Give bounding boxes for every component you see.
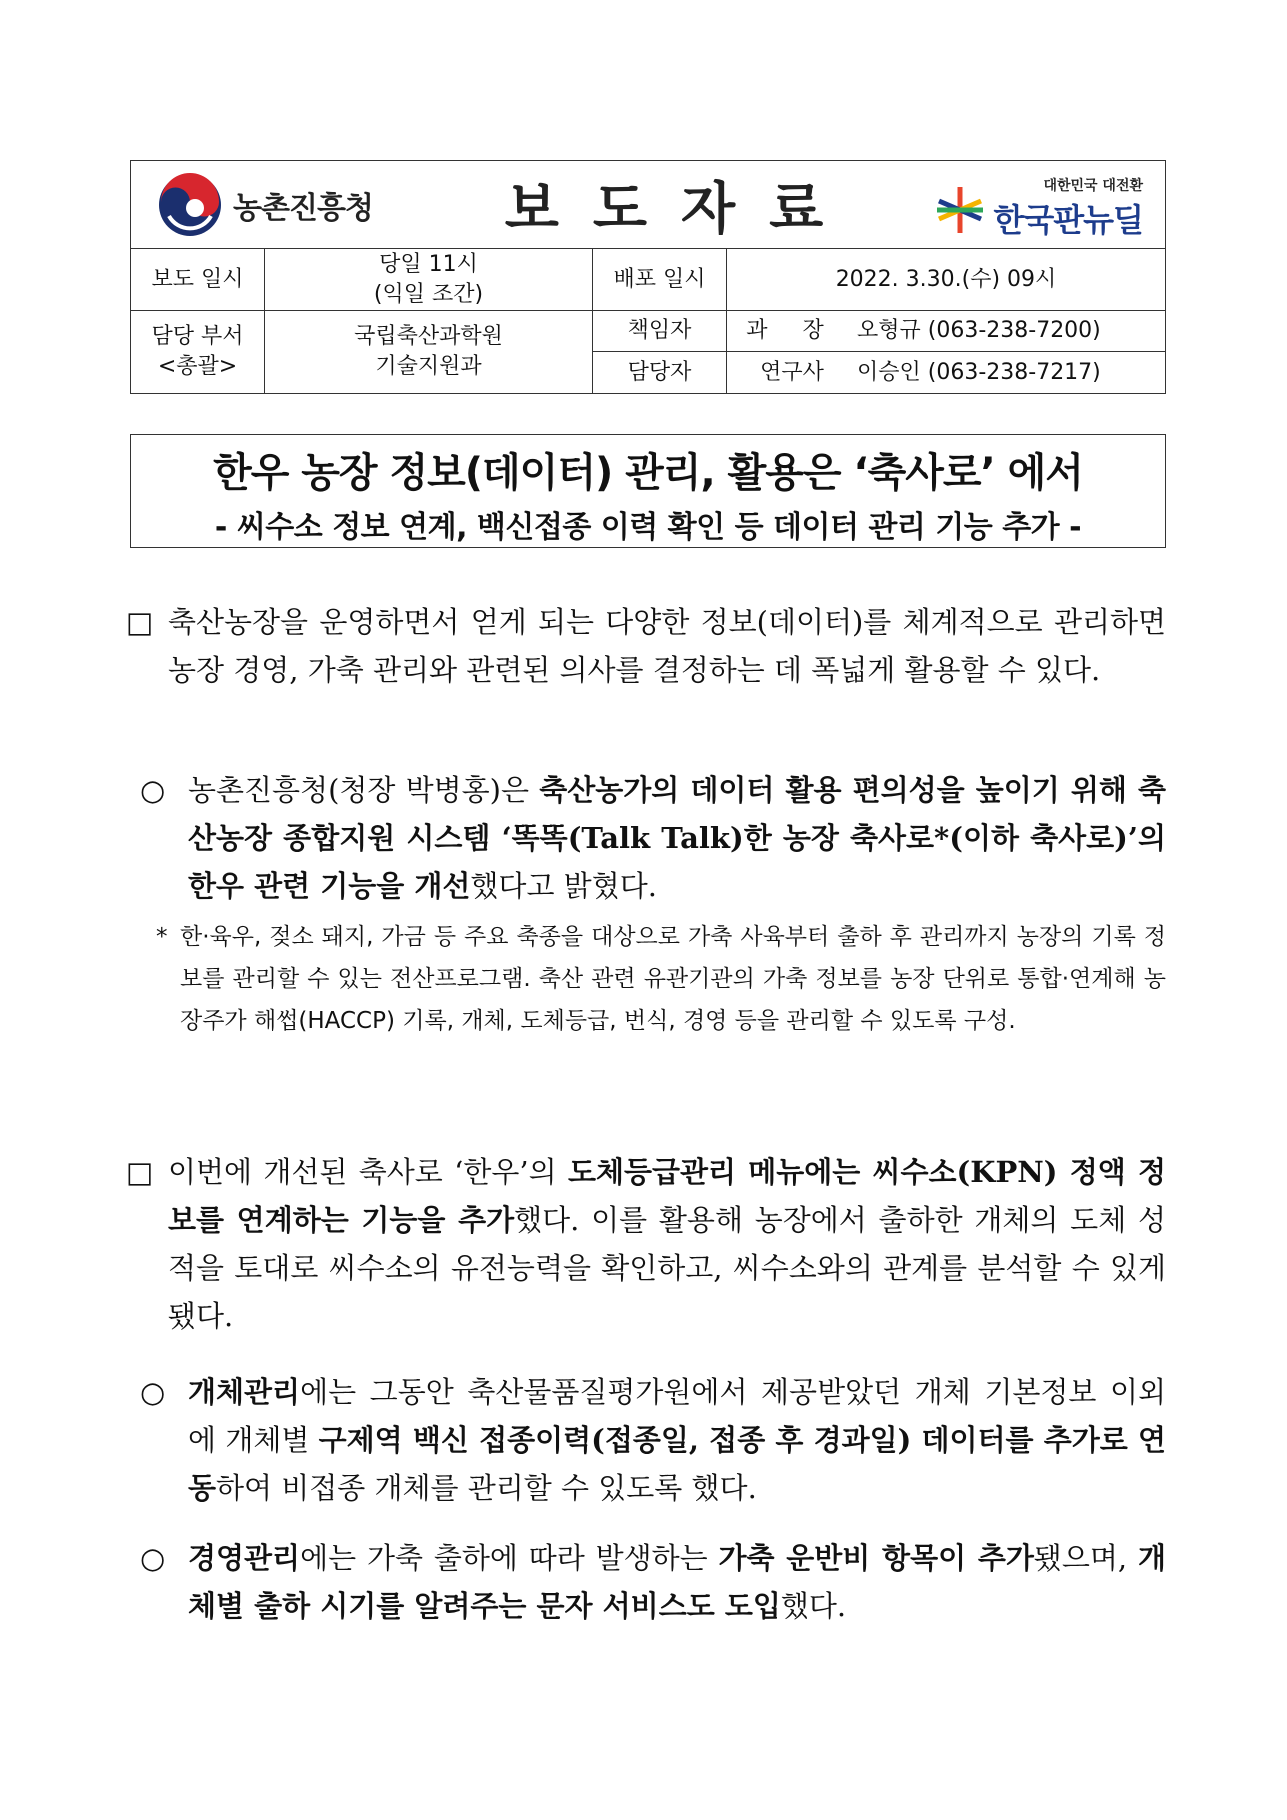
contact-role-column bbox=[593, 311, 727, 393]
paragraph-5-text: 에는 가축 출하에 따라 발생하는 bbox=[300, 1541, 719, 1575]
contact-title: 연구사 bbox=[760, 359, 824, 385]
distribution-value bbox=[727, 249, 1165, 310]
contact-person-column bbox=[727, 311, 1165, 393]
release-time-value bbox=[265, 249, 593, 310]
agency-name: 농촌진흥청 bbox=[233, 191, 373, 226]
new-deal-star-icon bbox=[933, 183, 987, 237]
paragraph-5-highlight-1: 가축 운반비 항목이 추가 bbox=[718, 1541, 1034, 1575]
responsible-label: 책임자 bbox=[593, 311, 726, 352]
new-deal-name: 한국판뉴딜 bbox=[993, 201, 1143, 239]
paragraph-5 bbox=[188, 1534, 1166, 1630]
paragraph-4-term: 개체관리 bbox=[188, 1375, 301, 1409]
department-line1: 국립축산과학원 bbox=[354, 324, 503, 350]
department-label-line2: <총괄> bbox=[157, 354, 238, 379]
department-label-line1: 담당 부서 bbox=[151, 324, 244, 350]
paragraph-5-term: 경영관리 bbox=[188, 1541, 301, 1575]
contact-label: 담당자 bbox=[627, 359, 692, 385]
distribution-label-text: 배포 일시 bbox=[613, 266, 706, 292]
paragraph-4-text: 에는 그동안 축산물품질평가원에서 제공받았던 개체 기본정보 이외에 개체별 bbox=[188, 1375, 1166, 1457]
paragraph-5-highlight-2: 개체별 출하 시기를 알려주는 문자 서비스도 도입 bbox=[188, 1541, 1166, 1623]
contact-person bbox=[727, 352, 1165, 393]
korean-new-deal-logo bbox=[933, 173, 1143, 237]
new-deal-tagline: 대한민국 대전환 bbox=[1043, 178, 1143, 194]
release-time-line2: (익일 조간) bbox=[373, 281, 484, 307]
paragraph-5-text-mid: 됐으며, bbox=[1033, 1541, 1138, 1575]
distribution-label bbox=[593, 249, 727, 310]
header-logo-row bbox=[131, 161, 1165, 249]
department-value bbox=[265, 311, 593, 393]
paragraph-5-text-end: 했다. bbox=[780, 1589, 847, 1623]
paragraph-2-highlight: 축산농가의 데이터 활용 편의성을 높이기 위해 축산농장 종합지원 시스템 ‘똑똑(Talk Talk)한 농장 축사로*(이하 축사로)’의 한우 관련 기능을 개선 bbox=[188, 773, 1166, 903]
press-release-header bbox=[130, 160, 1166, 394]
taegeuk-emblem-icon bbox=[157, 172, 223, 238]
circle-bullet: ○ bbox=[140, 1541, 166, 1575]
circle-bullet: ○ bbox=[140, 773, 166, 807]
paragraph-4-highlight: 구제역 백신 접종이력(접종일, 접종 후 경과일) 데이터를 추가로 연동 bbox=[188, 1423, 1166, 1505]
box-bullet: □ bbox=[126, 1155, 154, 1189]
department-row bbox=[131, 311, 1165, 393]
release-time-label-text: 보도 일시 bbox=[151, 266, 244, 292]
paragraph-2-text-end: 했다고 밝혔다. bbox=[470, 869, 657, 903]
document-title: 보도자료 bbox=[504, 177, 858, 242]
footnote-marker: * bbox=[156, 924, 168, 950]
release-time-label bbox=[131, 249, 265, 310]
paragraph-3 bbox=[168, 1148, 1166, 1340]
footnote: 한·육우, 젖소 돼지, 가금 등 주요 축종을 대상으로 가축 사육부터 출하 후 관리까지 농장의 기록 정보를 관리할 수 있는 전산프로그램. 축산 관련 유관기관의 가축 정보를 농장 단위로 통합·연계해 농장주가 해썹(HACCP) 기록, 개체, 도체등급, 번식, 경영 등을 관리할 수 있도록 구성. bbox=[180, 924, 1166, 1034]
headline-subtitle: - 씨수소 정보 연계, 백신접종 이력 확인 등 데이터 관리 기능 추가 - bbox=[214, 510, 1082, 545]
release-time-line1: 당일 11시 bbox=[379, 251, 478, 277]
responsible-person bbox=[727, 311, 1165, 352]
paragraph-3-text-end: 했다. 이를 활용해 농장에서 출하한 개체의 도체 성적을 토대로 씨수소의 유전능력을 확인하고, 씨수소와의 관계를 분석할 수 있게 됐다. bbox=[168, 1203, 1166, 1333]
contact-name: 이승인 (063-238-7217) bbox=[857, 359, 1101, 385]
paragraph-1: 축산농장을 운영하면서 얻게 되는 다양한 정보(데이터)를 체계적으로 관리하면 농장 경영, 가축 관리와 관련된 의사를 결정하는 데 폭넓게 활용할 수 있다. bbox=[168, 605, 1166, 687]
headline-box bbox=[130, 434, 1166, 548]
rda-logo bbox=[157, 173, 373, 237]
responsible-name: 오형규 (063-238-7200) bbox=[857, 318, 1101, 344]
department-label bbox=[131, 311, 265, 393]
department-line2: 기술지원과 bbox=[375, 354, 482, 379]
paragraph-2-text: 농촌진흥청(청장 박병홍)은 bbox=[188, 773, 540, 807]
responsible-title: 과 장 bbox=[746, 318, 838, 344]
paragraph-2 bbox=[188, 766, 1166, 910]
paragraph-3-text: 이번에 개선된 축사로 ‘한우’의 bbox=[168, 1155, 568, 1189]
paragraph-4-text-end: 하여 비접종 개체를 관리할 수 있도록 했다. bbox=[216, 1471, 757, 1505]
headline-title: 한우 농장 정보(데이터) 관리, 활용은 ‘축사로’ 에서 bbox=[213, 450, 1083, 496]
distribution-value-text: 2022. 3.30.(수) 09시 bbox=[835, 266, 1057, 292]
release-time-row bbox=[131, 249, 1165, 311]
paragraph-4 bbox=[188, 1368, 1166, 1512]
box-bullet: □ bbox=[126, 605, 154, 639]
paragraph-3-highlight: 도체등급관리 메뉴에는 씨수소(KPN) 정액 정보를 연계하는 기능을 추가 bbox=[168, 1155, 1166, 1237]
circle-bullet: ○ bbox=[140, 1375, 166, 1409]
